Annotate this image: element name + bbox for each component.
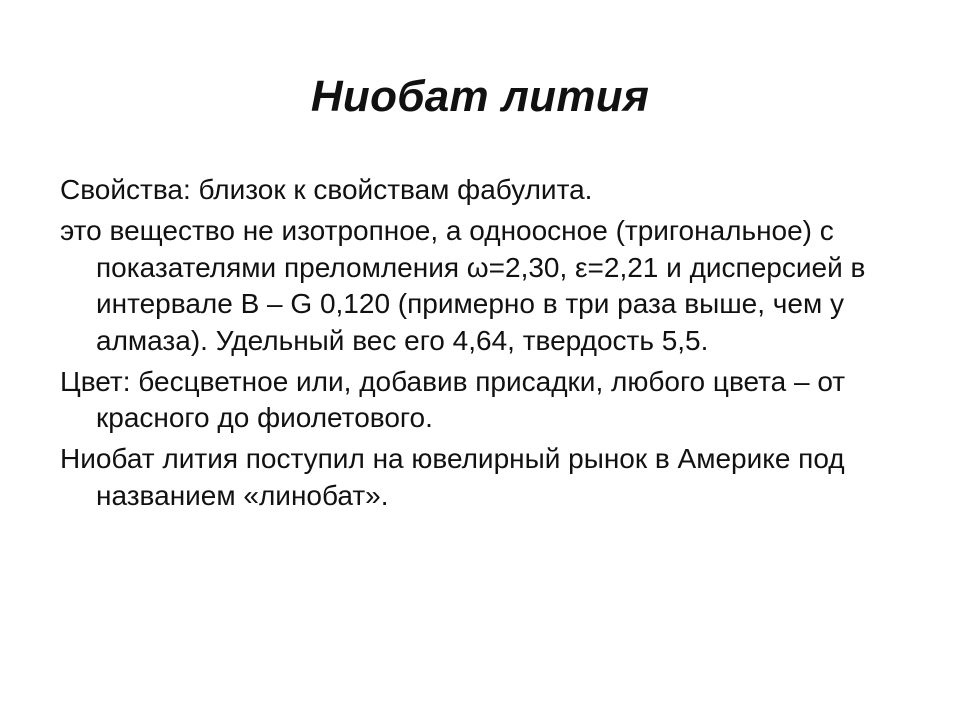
paragraph-optics: это вещество не изотропное, а одноосное (тригональное) с показателями преломления ω=2,30, ε=2,21 и дисперсией в интервале В – G 0,120 (примерно в три раза выше, чем у алмаза). Удельный вес его 4,64, твердость 5,5.	[60, 215, 866, 356]
slide-title: Ниобат лития	[310, 72, 650, 121]
paragraph-market: Ниобат лития поступил на ювелирный рынок в Америке под названием «линобат».	[60, 443, 845, 511]
paragraph-properties: Свойства: близок к свойствам фабулита.	[60, 174, 593, 205]
paragraph-color: Цвет: бесцветное или, добавив присадки, любого цвета – от красного до фиолетового.	[60, 365, 846, 433]
slide-body	[60, 172, 910, 519]
